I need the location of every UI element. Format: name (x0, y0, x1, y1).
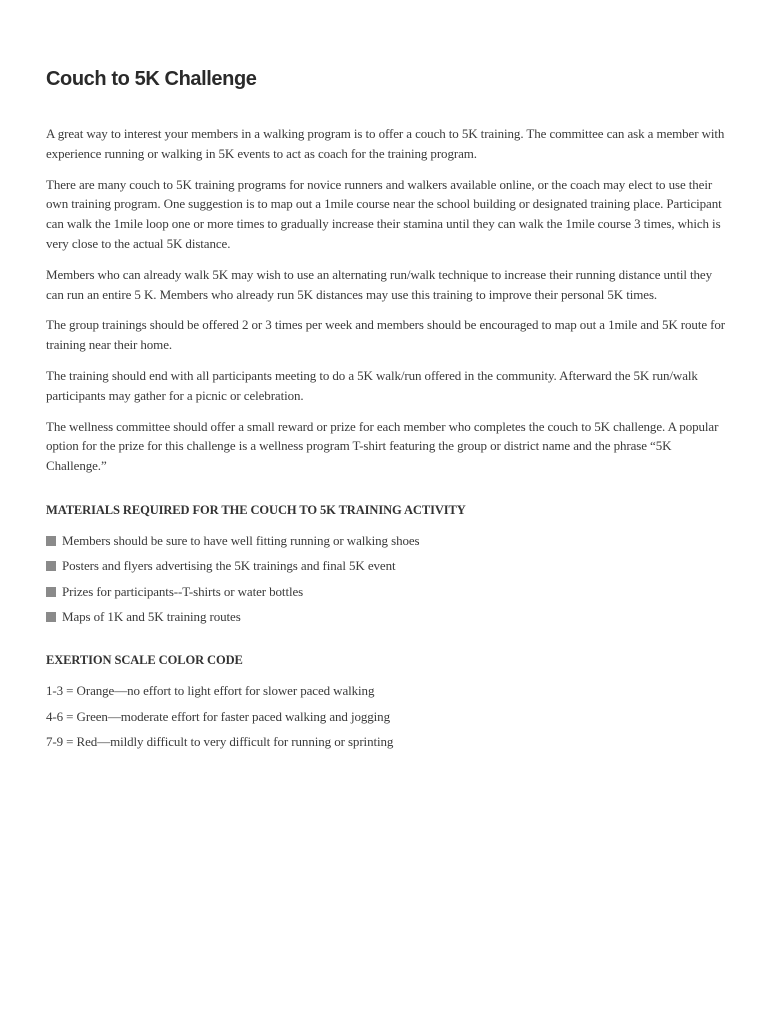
list-item-text: Prizes for participants--T-shirts or water bottles (62, 583, 304, 599)
body-paragraph: The group trainings should be offered 2 or 3 times per week and members should be encouraged to map out a 1mile and 5K route for training near their home. (46, 317, 726, 353)
list-item (46, 583, 730, 601)
list-item (46, 532, 730, 550)
list-item: 1-3 = Orange—no effort to light effort for slower paced walking (46, 683, 375, 699)
exertion-scale-list (46, 682, 730, 751)
body-paragraph: A great way to interest your members in a walking program is to offer a couch to 5K training. The committee can ask a member with experience running or walking in 5K events to act as coach for the training program. (46, 126, 725, 161)
square-bullet-icon (46, 587, 56, 597)
list-item-text: Posters and flyers advertising the 5K trainings and final 5K event (62, 558, 396, 574)
list-item (46, 557, 730, 575)
list-item-text: Members should be sure to have well fitting running or walking shoes (62, 532, 420, 548)
page-title: Couch to 5K Challenge (46, 68, 257, 90)
exertion-heading: EXERTION SCALE COLOR CODE (46, 653, 243, 668)
body-paragraph: The wellness committee should offer a small reward or prize for each member who completes the couch to 5K challenge. A popular option for the prize for this challenge is a wellness program T-shirt featuring the group or district name and the phrase “5K Challenge.” (46, 418, 719, 474)
list-item-text: Maps of 1K and 5K training routes (62, 609, 241, 625)
square-bullet-icon (46, 536, 56, 546)
materials-list (46, 532, 730, 627)
list-item (46, 608, 730, 626)
square-bullet-icon (46, 612, 56, 622)
body-paragraph: The training should end with all participants meeting to do a 5K walk/run offered in the community. Afterward the 5K run/walk participants may gather for a picnic or celebration. (46, 367, 698, 403)
materials-heading: MATERIALS REQUIRED FOR THE COUCH TO 5K TRAINING ACTIVITY (46, 502, 466, 517)
list-item: 4-6 = Green—moderate effort for faster paced walking and jogging (46, 708, 390, 724)
square-bullet-icon (46, 561, 56, 571)
body-paragraph: There are many couch to 5K training programs for novice runners and walkers available online, or the coach may elect to use their own training program. One suggestion is to map out a 1mile course near the school building or designated training place. Participant can walk the 1mile loop one or more times to gradually increase their stamina until they can walk the 1mile course 3 times, which is very close to the actual 5K distance. (46, 176, 722, 251)
list-item: 7-9 = Red—mildly difficult to very difficult for running or sprinting (46, 734, 394, 750)
body-paragraph: Members who can already walk 5K may wish to use an alternating run/walk technique to increase their running distance until they can run an entire 5 K. Members who already run 5K distances may use this training to improve their personal 5K times. (46, 266, 712, 302)
